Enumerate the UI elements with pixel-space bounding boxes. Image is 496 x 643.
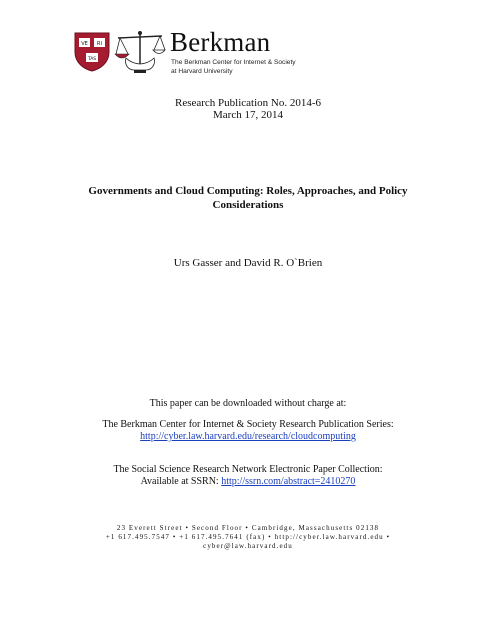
paper-authors: Urs Gasser and David R. O`Brien [173,257,323,269]
paper-title-line-1: Governments and Cloud Computing: Roles, Approaches, and Policy [88,185,408,197]
ssrn-link[interactable]: http://ssrn.com/abstract=2410270 [221,476,356,487]
address-email: cyber@law.harvard.edu [203,542,293,550]
brand-subtitle-line-1: The Berkman Center for Internet & Society [171,59,296,66]
publication-date: March 17, 2014 [213,109,283,121]
paper-title [0,184,496,212]
ssrn-prefix: Available at SSRN: [140,476,222,487]
address-line-1: 23 Everett Street • Second Floor • Cambridge, Massachusetts 02138 [116,524,380,532]
scales-icon [114,28,166,74]
shield-word-2: RI [97,41,102,47]
shield-word-1: VE [81,41,88,47]
ssrn-availability [0,476,496,488]
paper-title-line-2: Considerations [212,199,284,211]
harvard-shield-logo [74,32,110,72]
shield-word-3: TAS [87,57,97,62]
series-block [0,419,496,443]
address-line-2: +1 617.495.7547 • +1 617.495.7641 (fax) • http://cyber.law.harvard.edu • [105,533,391,541]
download-intro: This paper can be downloaded without charge at: [149,398,347,409]
brand-subtitle [171,59,296,76]
brand-name: Berkman [170,27,271,57]
series-link[interactable]: http://cyber.law.harvard.edu/research/cloudcomputing [140,431,356,442]
ssrn-label: The Social Science Research Network Electronic Paper Collection: [113,464,383,475]
brand-subtitle-line-2: at Harvard University [171,67,233,75]
publication-number: Research Publication No. 2014-6 [174,97,322,109]
series-label: The Berkman Center for Internet & Society Research Publication Series: [102,419,394,430]
